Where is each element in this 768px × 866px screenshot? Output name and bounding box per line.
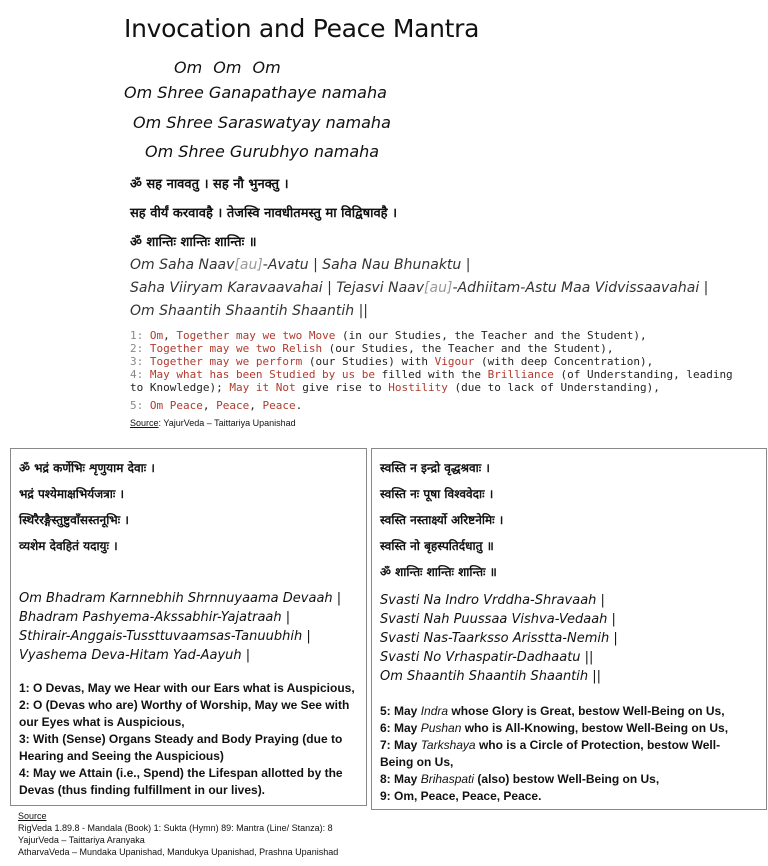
shanti-dev-line3: ॐ शान्तिः शान्तिः शान्तिः ॥ bbox=[130, 235, 257, 250]
shanti-dev-line2: सह वीर्यं करवावहै । तेजस्वि नावधीतमस्तु मा विद्विषावहै । bbox=[130, 206, 398, 221]
shanti-translit-line2: Saha Viiryam Karavaavahai | Tejasvi Naav[au]-Adhiitam-Astu Maa Vidvissaavahai | bbox=[130, 280, 709, 296]
left-meaning-line: 4: May we Attain (i.e., Spend) the Lifespan allotted by the Devas (thus finding fulfillment in our lives). bbox=[19, 766, 343, 797]
left-translit-block bbox=[19, 589, 341, 665]
shanti-meaning-5: 5: Om Peace, Peace, Peace. bbox=[130, 399, 303, 412]
source-line: RigVeda 1.89.8 - Mandala (Book) 1: Sukta (Hymn) 89: Mantra (Line/ Stanza): 8 bbox=[18, 823, 333, 833]
shanti-dev-line1: ॐ सह नाववतु । सह नौ भुनक्तु । bbox=[130, 177, 289, 192]
source-line: AtharvaVeda – Mundaka Upanishad, Mandukya Upanishad, Prashna Upanishad bbox=[18, 847, 339, 857]
right-mantra-box bbox=[371, 448, 767, 810]
left-translit-line: Om Bhadram Karnnebhih Shrnnuyaama Devaah | bbox=[19, 591, 342, 606]
invocation-saraswatyay: Om Shree Saraswatyay namaha bbox=[133, 113, 391, 132]
left-dev-line: व्यशेम देवहितं यदायुः । bbox=[19, 539, 118, 553]
invocation-om: Om Om Om bbox=[174, 58, 281, 77]
left-meaning-line: 3: With (Sense) Organs Steady and Body Praying (due to Hearing and Seeing the Auspicious) bbox=[19, 732, 343, 763]
right-translit-block bbox=[380, 591, 618, 686]
right-meaning-line: 6: May Pushan who is All-Knowing, bestow Well-Being on Us, bbox=[380, 721, 729, 735]
source-yajurveda: Source: YajurVeda – Taittariya Upanishad bbox=[130, 418, 296, 428]
shanti-translit-line3: Om Shaantih Shaantih Shaantih || bbox=[130, 303, 369, 319]
source-line: YajurVeda – Taittariya Aranyaka bbox=[18, 835, 145, 845]
shanti-meaning-2: 2: Together may we two Relish (our Studies, the Teacher and the Student), bbox=[130, 342, 614, 355]
left-dev-line: ॐ भद्रं कर्णेभिः शृणुयाम देवाः । bbox=[19, 461, 155, 475]
right-meaning-line: 9: Om, Peace, Peace, Peace. bbox=[380, 789, 542, 803]
invocation-ganapathaye: Om Shree Ganapathaye namaha bbox=[124, 83, 387, 102]
left-meaning-line: 2: O (Devas who are) Worthy of Worship, May we See with our Eyes what is Auspicious, bbox=[19, 698, 350, 729]
right-dev-line: स्वस्ति न इन्द्रो वृद्धश्रवाः । bbox=[380, 461, 490, 475]
left-translit-line: Bhadram Pashyema-Akssabhir-Yajatraah | bbox=[19, 610, 291, 625]
left-mantra-box bbox=[10, 448, 367, 806]
right-meaning-line: 5: May Indra whose Glory is Great, bestow Well-Being on Us, bbox=[380, 704, 725, 718]
page-title: Invocation and Peace Mantra bbox=[124, 14, 480, 43]
left-meaning-block bbox=[19, 680, 359, 799]
left-dev-line: स्थिरैरङ्गैस्तुष्टुवाँसस्तनूभिः । bbox=[19, 513, 129, 527]
right-dev-block bbox=[380, 455, 503, 585]
left-dev-line: भद्रं पश्येमाक्षभिर्यजत्राः । bbox=[19, 487, 125, 501]
shanti-meaning-1: 1: Om, Together may we two Move (in our Studies, the Teacher and the Student), bbox=[130, 329, 647, 342]
right-dev-line: स्वस्ति नस्तार्क्ष्यो अरिष्टनेमिः । bbox=[380, 513, 504, 527]
left-translit-line: Vyashema Deva-Hitam Yad-Aayuh | bbox=[19, 648, 251, 663]
right-meaning-line: 8: May Brihaspati (also) bestow Well-Being on Us, bbox=[380, 772, 660, 786]
right-dev-line: स्वस्ति नः पूषा विश्ववेदाः । bbox=[380, 487, 494, 501]
source-rigveda-block bbox=[18, 810, 338, 858]
source-label: Source bbox=[18, 811, 47, 821]
left-meaning-line: 1: O Devas, May we Hear with our Ears what is Auspicious, bbox=[19, 681, 355, 695]
right-translit-line: Svasti Nas-Taarksso Arisstta-Nemih | bbox=[380, 631, 618, 646]
right-meaning-line: 7: May Tarkshaya who is a Circle of Protection, bestow Well-Being on Us, bbox=[380, 738, 721, 769]
right-translit-line: Svasti Na Indro Vrddha-Shravaah | bbox=[380, 593, 605, 608]
right-meaning-block bbox=[380, 703, 750, 805]
shanti-meaning-4b: to Knowledge); May it Not give rise to Hostility (due to lack of Understanding), bbox=[130, 381, 660, 394]
left-translit-line: Sthirair-Anggais-Tussttuvaamsas-Tanuubhih | bbox=[19, 629, 311, 644]
left-dev-block bbox=[19, 455, 155, 559]
shanti-translit-line1: Om Saha Naav[au]-Avatu | Saha Nau Bhunaktu | bbox=[130, 257, 471, 273]
shanti-meaning-3: 3: Together may we perform (our Studies) with Vigour (with deep Concentration), bbox=[130, 355, 654, 368]
right-dev-line: ॐ शान्तिः शान्तिः शान्तिः ॥ bbox=[380, 565, 497, 579]
invocation-gurubhyo: Om Shree Gurubhyo namaha bbox=[145, 142, 380, 161]
right-translit-line: Om Shaantih Shaantih Shaantih || bbox=[380, 669, 602, 684]
right-dev-line: स्वस्ति नो बृहस्पतिर्दधातु ॥ bbox=[380, 539, 494, 553]
shanti-meaning-4a: 4: May what has been Studied by us be filled with the Brilliance (of Understanding, leading bbox=[130, 368, 733, 381]
right-translit-line: Svasti No Vrhaspatir-Dadhaatu || bbox=[380, 650, 594, 665]
right-translit-line: Svasti Nah Puussaa Vishva-Vedaah | bbox=[380, 612, 616, 627]
